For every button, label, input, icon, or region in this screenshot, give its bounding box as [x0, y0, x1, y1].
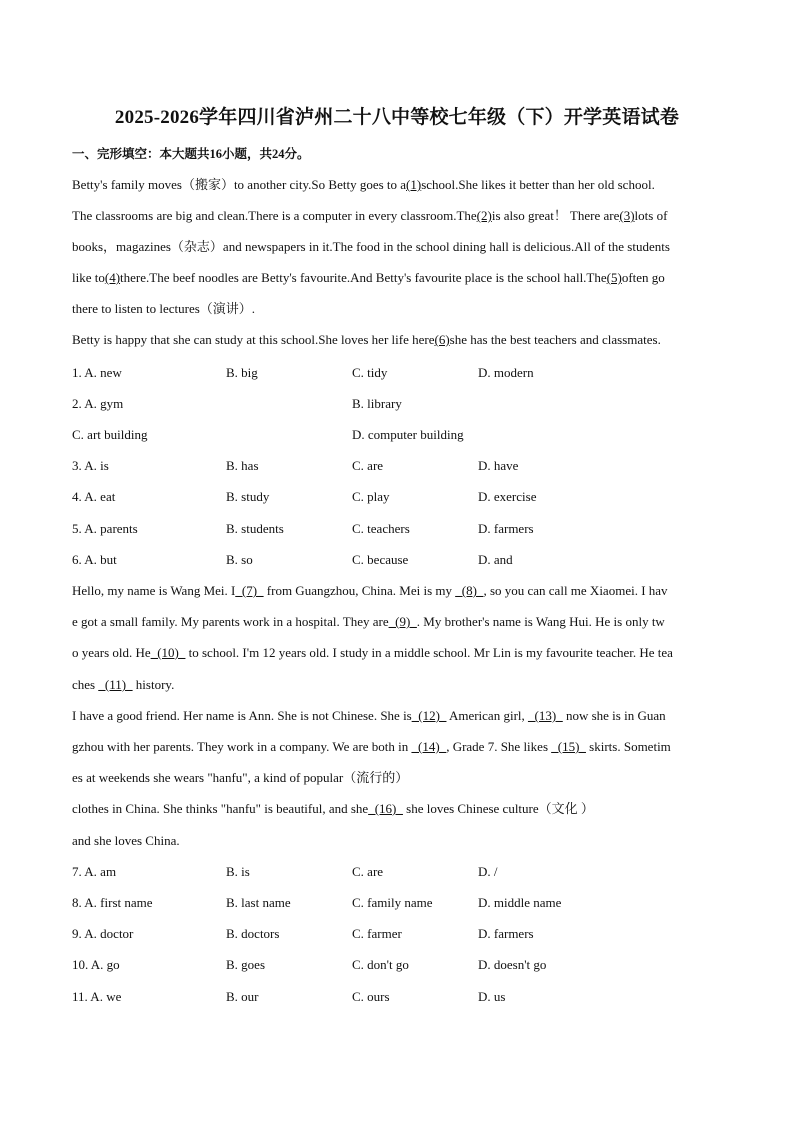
- q8-option-b: B. last name: [226, 895, 291, 910]
- passage2-line-4: [72, 676, 174, 694]
- blank-1: (1): [406, 177, 422, 192]
- passage2-line-9: and she loves China.: [72, 833, 180, 848]
- blank-10: _(10)_: [150, 645, 186, 660]
- blank-3: (3): [619, 208, 635, 223]
- q9-option-a: 9. A. doctor: [72, 926, 134, 941]
- q1-option-d: D. modern: [478, 365, 534, 380]
- passage-text: often go: [621, 270, 665, 285]
- passage2-line-8: [72, 800, 594, 818]
- passage-text: I have a good friend. Her name is Ann. She is not Chinese. She is: [72, 708, 412, 723]
- passage-text: to school. I'm 12 years old. I study in a middle school. Mr Lin is my favourite teacher. He tea: [185, 645, 673, 660]
- passage-text: skirts. Sometim: [585, 739, 671, 754]
- q6-option-a: 6. A. but: [72, 552, 117, 567]
- q5-option-d: D. farmers: [478, 521, 534, 536]
- q4-option-a: 4. A. eat: [72, 489, 116, 504]
- q4-option-c: C. play: [352, 489, 390, 504]
- passage-text: now she is in Guan: [562, 708, 666, 723]
- passage-text: Hello, my name is Wang Mei. I: [72, 583, 236, 598]
- q9-option-c: C. farmer: [352, 926, 402, 941]
- q4-option-b: B. study: [226, 489, 270, 504]
- passage-text: clothes in China. She thinks "hanfu" is beautiful, and she: [72, 801, 369, 816]
- passage1-line-4: [72, 269, 665, 287]
- blank-8: _(8)_: [455, 583, 484, 598]
- passage1-line-6: [72, 331, 661, 349]
- q6-option-b: B. so: [226, 552, 253, 567]
- blank-12: _(12)_: [411, 708, 447, 723]
- blank-16: _(16)_: [368, 801, 403, 816]
- q10-option-a: 10. A. go: [72, 957, 120, 972]
- passage-text: e got a small family. My parents work in a hospital. They are: [72, 614, 389, 629]
- q2-option-d: D. computer building: [352, 427, 464, 442]
- passage-text: history.: [132, 677, 175, 692]
- passage2-line-5: [72, 707, 666, 725]
- q10-option-b: B. goes: [226, 957, 265, 972]
- passage1-line-1: [72, 176, 655, 194]
- passage-text: Betty's family moves（搬家）to another city.So Betty goes to a: [72, 177, 407, 192]
- passage-text: The classrooms are big and clean.There is a computer in every classroom.The: [72, 208, 477, 223]
- passage-text: from Guangzhou, China. Mei is my: [263, 583, 456, 598]
- q9-option-d: D. farmers: [478, 926, 534, 941]
- q2-option-b: B. library: [352, 396, 402, 411]
- q3-option-d: D. have: [478, 458, 519, 473]
- q6-option-c: C. because: [352, 552, 409, 567]
- q3-option-a: 3. A. is: [72, 458, 109, 473]
- q11-option-b: B. our: [226, 989, 259, 1004]
- q4-option-d: D. exercise: [478, 489, 537, 504]
- blank-7: _(7)_: [235, 583, 264, 598]
- passage-text: , so you can call me Xiaomei. I hav: [483, 583, 668, 598]
- passage-text: lots of: [634, 208, 668, 223]
- passage-text: school.She likes it better than her old school.: [421, 177, 655, 192]
- q11-option-d: D. us: [478, 989, 506, 1004]
- passage2-line-1: [72, 582, 668, 600]
- q5-option-a: 5. A. parents: [72, 521, 138, 536]
- passage2-line-3: [72, 644, 673, 662]
- blank-2: (2): [476, 208, 492, 223]
- passage-text: she loves Chinese culture（文化 ）: [402, 801, 594, 816]
- q2-option-c: C. art building: [72, 427, 148, 442]
- q5-option-b: B. students: [226, 521, 284, 536]
- passage-text: like to: [72, 270, 105, 285]
- passage-text: she has the best teachers and classmates.: [449, 332, 661, 347]
- passage1-line-2: [72, 207, 667, 225]
- q10-option-c: C. don't go: [352, 957, 409, 972]
- passage-text: ches: [72, 677, 99, 692]
- blank-6: (6): [434, 332, 450, 347]
- passage-text: Betty is happy that she can study at this school.She loves her life here: [72, 332, 435, 347]
- passage-text: American girl,: [446, 708, 529, 723]
- q1-option-c: C. tidy: [352, 365, 388, 380]
- blank-5: (5): [606, 270, 622, 285]
- q6-option-d: D. and: [478, 552, 513, 567]
- blank-9: _(9)_: [388, 614, 417, 629]
- section-heading: 一、完形填空：本大题共16小题，共24分。: [72, 147, 310, 161]
- passage-text: gzhou with her parents. They work in a company. We are both in: [72, 739, 412, 754]
- passage2-line-2: [72, 613, 665, 631]
- passage2-line-7: es at weekends she wears "hanfu", a kind of popular（流行的）: [72, 770, 409, 785]
- passage2-line-6: [72, 738, 671, 756]
- q8-option-a: 8. A. first name: [72, 895, 153, 910]
- q5-option-c: C. teachers: [352, 521, 410, 536]
- blank-14: _(14)_: [411, 739, 447, 754]
- passage1-line-5: there to listen to lectures（演讲）.: [72, 301, 256, 316]
- q2-option-a: 2. A. gym: [72, 396, 124, 411]
- q7-option-c: C. are: [352, 864, 384, 879]
- passage-text: is also great！ There are: [491, 208, 620, 223]
- blank-11: _(11)_: [98, 677, 133, 692]
- passage-text: , Grade 7. She likes: [446, 739, 552, 754]
- exam-title: 2025-2026学年四川省泸州二十八中等校七年级（下）开学英语试卷: [114, 107, 680, 128]
- q7-option-a: 7. A. am: [72, 864, 117, 879]
- passage-text: o years old. He: [72, 645, 151, 660]
- q10-option-d: D. doesn't go: [478, 957, 547, 972]
- q8-option-d: D. middle name: [478, 895, 562, 910]
- blank-15: _(15)_: [551, 739, 586, 754]
- passage-text: there.The beef noodles are Betty's favourite.And Betty's favourite place is the school hall.The: [120, 270, 607, 285]
- q8-option-c: C. family name: [352, 895, 433, 910]
- q7-option-d: D. /: [478, 864, 498, 879]
- q7-option-b: B. is: [226, 864, 250, 879]
- q11-option-a: 11. A. we: [72, 989, 122, 1004]
- q1-option-b: B. big: [226, 365, 258, 380]
- passage-text: . My brother's name is Wang Hui. He is only tw: [416, 614, 665, 629]
- q1-option-a: 1. A. new: [72, 365, 122, 380]
- q11-option-c: C. ours: [352, 989, 390, 1004]
- passage1-line-3: books，magazines（杂志）and newspapers in it.The food in the school dining hall is delicious.All of the students: [72, 239, 670, 254]
- q9-option-b: B. doctors: [226, 926, 280, 941]
- blank-4: (4): [104, 270, 121, 285]
- q3-option-c: C. are: [352, 458, 384, 473]
- q3-option-b: B. has: [226, 458, 259, 473]
- blank-13: _(13)_: [528, 708, 563, 723]
